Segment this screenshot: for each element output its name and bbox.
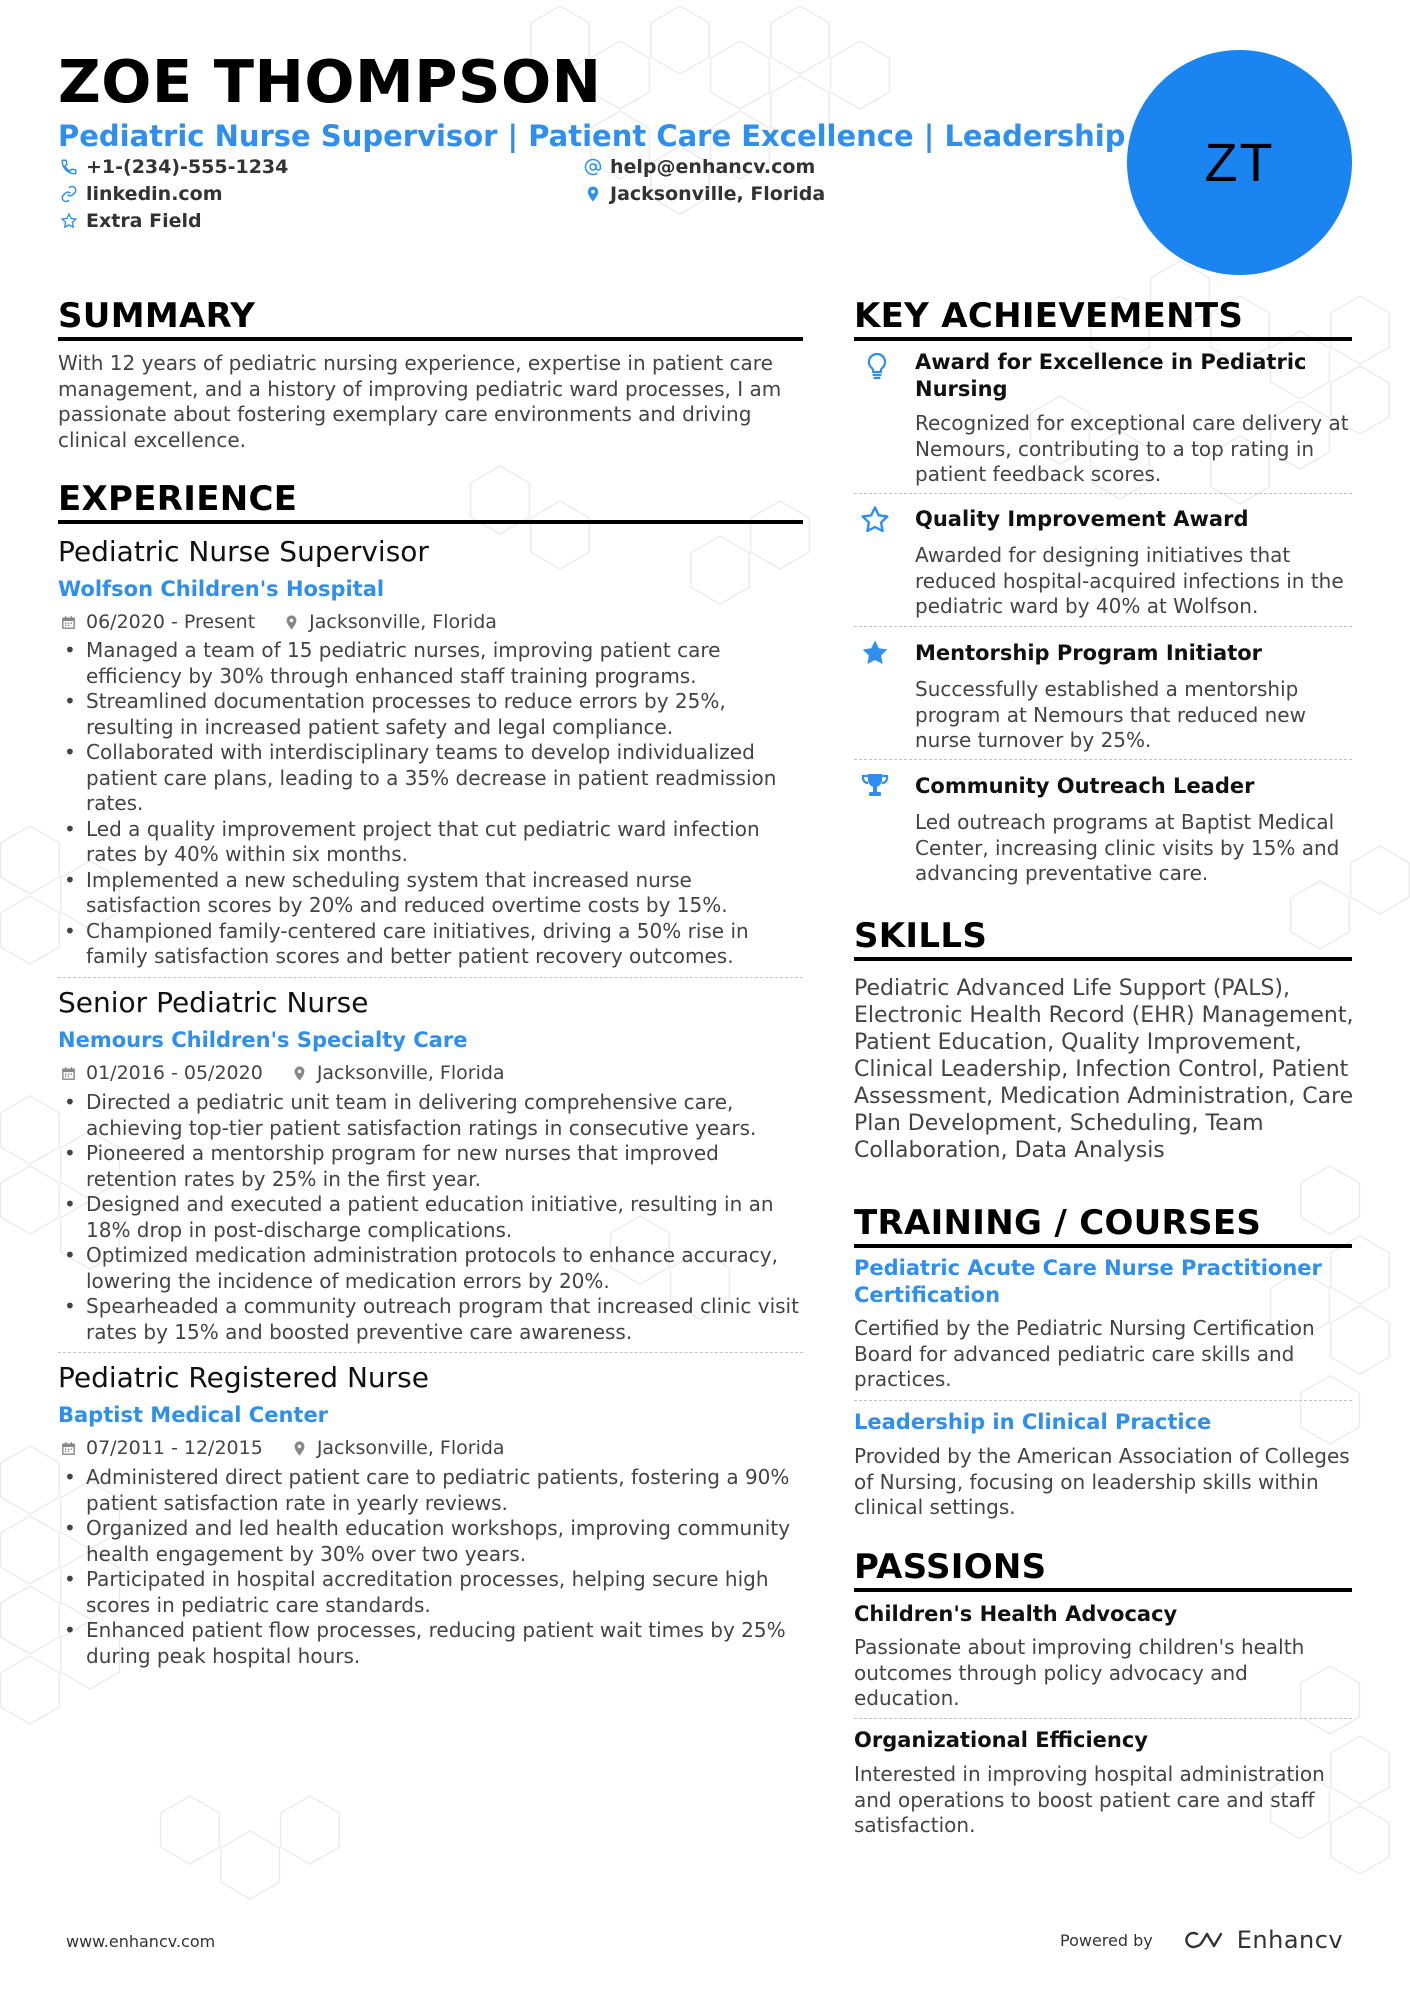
job-meta — [60, 1060, 505, 1086]
company-name: Nemours Children's Specialty Care — [58, 1028, 468, 1052]
calendar-icon — [60, 614, 77, 631]
enhancv-logo-icon — [1179, 1928, 1227, 1952]
email-text: help@enhancv.com — [610, 156, 816, 178]
phone-icon — [60, 158, 78, 176]
map-pin-icon — [584, 185, 602, 203]
training-heading: TRAINING / COURSES — [854, 1203, 1262, 1243]
achievement-divider — [854, 626, 1352, 627]
job-location: Jacksonville, Florida — [316, 1437, 505, 1459]
list-item: • Spearheaded a community outreach program that increased clinic visit rates by 15% and boosted preventive care awareness. — [58, 1294, 810, 1345]
list-item: • Pioneered a mentorship program for new nurses that improved retention rates by 25% in the first year. — [58, 1141, 810, 1192]
avatar — [1127, 50, 1352, 275]
list-item: • Led a quality improvement project that cut pediatric ward infection rates by 40% within six months. — [58, 817, 810, 868]
list-item: • Optimized medication administration protocols to enhance accuracy, lowering the incidence of medication errors by 20%. — [58, 1243, 810, 1294]
at-sign-icon — [584, 158, 602, 176]
experience-heading: EXPERIENCE — [58, 479, 298, 519]
list-item: • Designed and executed a patient education initiative, resulting in an 18% drop in post-discharge complications. — [58, 1192, 810, 1243]
list-item: • Implemented a new scheduling system that increased nurse satisfaction scores by 20% and reduced overtime costs by 15%. — [58, 868, 810, 919]
job-meta — [60, 1435, 505, 1461]
achievement-description: Led outreach programs at Baptist Medical Center, increasing clinic visits by 15% and advancing preventative care. — [915, 810, 1340, 885]
list-item: • Enhanced patient flow processes, reducing patient wait times by 25% during peak hospital hours. — [58, 1618, 810, 1669]
lightbulb-icon — [861, 350, 893, 382]
contact-linkedin[interactable] — [60, 181, 223, 207]
job-location: Jacksonville, Florida — [316, 1062, 505, 1084]
job-meta — [60, 609, 497, 635]
achievement-title: Community Outreach Leader — [915, 774, 1255, 798]
achievement-divider — [854, 493, 1352, 494]
job-bullets — [58, 1465, 810, 1669]
course-divider — [854, 1400, 1352, 1401]
company-name: Baptist Medical Center — [58, 1403, 329, 1427]
footer-branding[interactable] — [1060, 1926, 1343, 1954]
passion-divider — [854, 1718, 1352, 1719]
course-description: Certified by the Pediatric Nursing Certification Board for advanced pediatric care skills and practices. — [854, 1316, 1315, 1391]
skills-heading: SKILLS — [854, 916, 988, 956]
map-pin-icon — [291, 1065, 308, 1082]
summary-text: With 12 years of pediatric nursing experience, expertise in patient care management, and a history of improving pediatric ward processes, I am passionate about fostering exemplary care environments and driving clinical excellence. — [58, 351, 782, 452]
achievement-title: Mentorship Program Initiator — [915, 641, 1263, 665]
extra-field-text: Extra Field — [86, 210, 202, 232]
experience-divider — [58, 520, 803, 524]
skills-divider — [854, 957, 1352, 961]
candidate-headline: Pediatric Nurse Supervisor | Patient Care Excellence | Leadership — [58, 119, 1126, 153]
achievement-divider — [854, 759, 1352, 760]
job-title: Pediatric Registered Nurse — [58, 1361, 429, 1394]
achievement-description: Recognized for exceptional care delivery at Nemours, contributing to a top rating in patient feedback scores. — [915, 411, 1349, 486]
course-title: Leadership in Clinical Practice — [854, 1410, 1212, 1434]
map-pin-icon — [291, 1440, 308, 1457]
contact-location — [584, 181, 825, 207]
achievements-divider — [854, 337, 1352, 341]
passion-title: Organizational Efficiency — [854, 1728, 1148, 1752]
list-item: • Managed a team of 15 pediatric nurses, improving patient care efficiency by 30% through enhanced staff training programs. — [58, 638, 810, 689]
achievement-title: Quality Improvement Award — [915, 507, 1249, 531]
calendar-icon — [60, 1065, 77, 1082]
passion-description: Passionate about improving children's health outcomes through policy advocacy and education. — [854, 1635, 1305, 1710]
course-description: Provided by the American Association of Colleges of Nursing, focusing on leadership skills within clinical settings. — [854, 1444, 1350, 1519]
phone-text: +1-(234)-555-1234 — [86, 156, 289, 178]
star-filled-icon — [859, 637, 891, 669]
course-title: Pediatric Acute Care Nurse Practitioner Certification — [854, 1256, 1322, 1307]
job-dates: 07/2011 - 12/2015 — [86, 1437, 263, 1459]
calendar-icon — [60, 1440, 77, 1457]
trophy-icon — [859, 770, 891, 802]
job-bullets — [58, 1090, 810, 1345]
powered-by-label: Powered by — [1060, 1930, 1153, 1950]
link-icon — [60, 185, 78, 203]
location-text: Jacksonville, Florida — [610, 183, 826, 205]
star-outline-icon — [859, 504, 891, 536]
job-divider — [58, 977, 803, 978]
list-item: • Collaborated with interdisciplinary teams to develop individualized patient care plans, leading to a 35% decrease in patient readmission rates. — [58, 740, 810, 817]
list-item: • Participated in hospital accreditation processes, helping secure high scores in pediatric care standards. — [58, 1567, 810, 1618]
contact-extra-field — [60, 208, 202, 234]
contact-phone[interactable] — [60, 154, 288, 180]
linkedin-text: linkedin.com — [86, 183, 223, 205]
map-pin-icon — [283, 614, 300, 631]
achievement-description: Successfully established a mentorship program at Nemours that reduced new nurse turnover by 25%. — [915, 677, 1306, 752]
summary-heading: SUMMARY — [58, 296, 256, 336]
job-dates: 01/2016 - 05/2020 — [86, 1062, 263, 1084]
job-title: Senior Pediatric Nurse — [58, 986, 369, 1019]
passions-heading: PASSIONS — [854, 1547, 1047, 1587]
job-title: Pediatric Nurse Supervisor — [58, 535, 429, 568]
job-location: Jacksonville, Florida — [309, 611, 497, 633]
summary-divider — [58, 337, 803, 341]
star-outline-icon — [60, 212, 78, 230]
list-item: • Championed family-centered care initiatives, driving a 50% rise in family satisfaction scores and better patient recovery outcomes. — [58, 919, 810, 970]
avatar-initials: ZT — [1204, 132, 1275, 193]
achievement-title: Award for Excellence in Pediatric Nursing — [915, 350, 1307, 401]
achievement-description: Awarded for designing initiatives that reduced hospital-acquired infections in the pediatric ward by 40% at Wolfson. — [915, 543, 1344, 618]
passions-divider — [854, 1588, 1352, 1592]
passion-description: Interested in improving hospital administration and operations to boost patient care and staff satisfaction. — [854, 1762, 1325, 1837]
list-item: • Organized and led health education workshops, improving community health engagement by 30% over two years. — [58, 1516, 810, 1567]
brand-name: Enhancv — [1236, 1926, 1344, 1954]
job-divider — [58, 1352, 803, 1353]
job-bullets — [58, 638, 810, 970]
list-item: • Administered direct patient care to pediatric patients, fostering a 90% patient satisfaction rate in yearly reviews. — [58, 1465, 810, 1516]
passion-title: Children's Health Advocacy — [854, 1602, 1178, 1626]
footer-website-link[interactable]: www.enhancv.com — [66, 1932, 216, 1951]
training-divider — [854, 1244, 1352, 1248]
company-name: Wolfson Children's Hospital — [58, 577, 385, 601]
job-dates: 06/2020 - Present — [86, 611, 256, 633]
achievements-heading: KEY ACHIEVEMENTS — [854, 296, 1244, 336]
list-item: • Directed a pediatric unit team in delivering comprehensive care, achieving top-tier patient satisfaction ratings in consecutive years. — [58, 1090, 810, 1141]
contact-email[interactable] — [584, 154, 815, 180]
list-item: • Streamlined documentation processes to reduce errors by 25%, resulting in increased patient safety and legal compliance. — [58, 689, 810, 740]
skills-text: Pediatric Advanced Life Support (PALS), Electronic Health Record (EHR) Management, Patient Education, Quality Improvement, Clinical Leadership, Infection Control, Patient Assessment, Medication Administration, Care Plan Development, Scheduling, Team Collaboration, Data Analysis — [854, 976, 1354, 1163]
candidate-name: ZOE THOMPSON — [58, 47, 602, 116]
